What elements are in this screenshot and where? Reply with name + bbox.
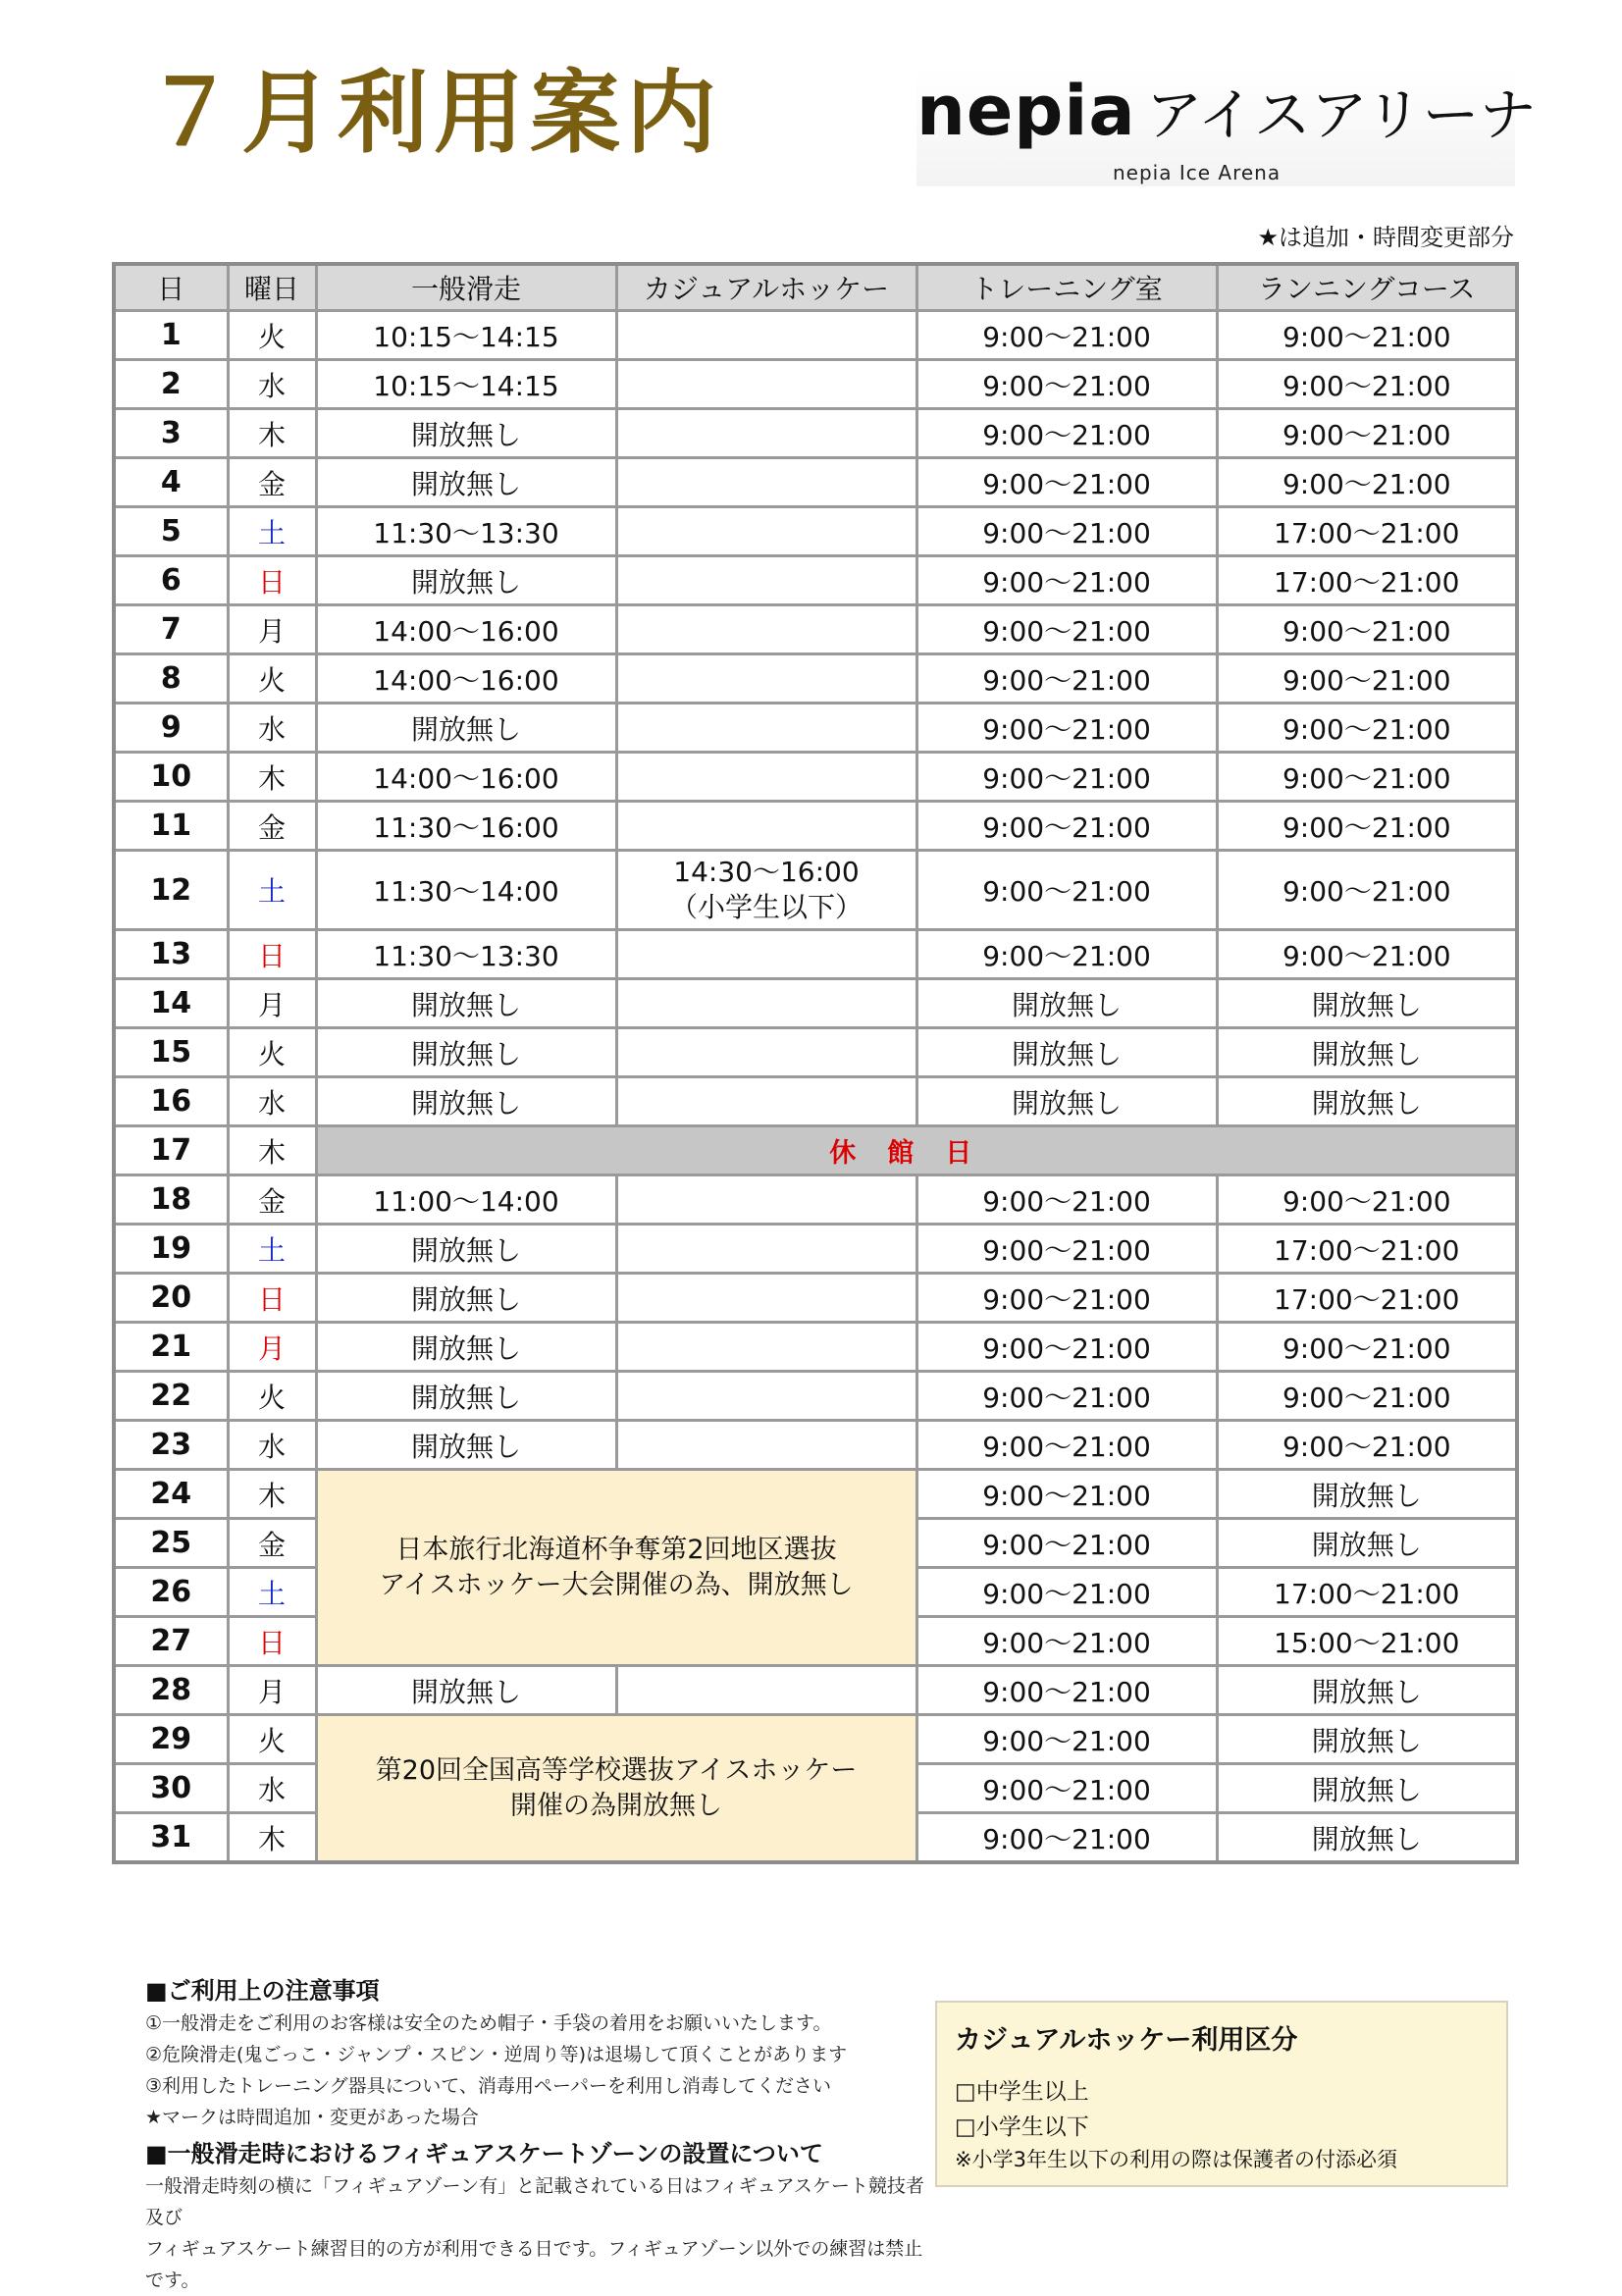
weekday-cell: 火	[228, 1715, 316, 1764]
weekday-cell: 木	[228, 753, 316, 802]
training-room-cell: 9:00～21:00	[916, 851, 1217, 930]
category-elementary-and-under: □小学生以下	[955, 2114, 1089, 2140]
running-course-cell: 9:00～21:00	[1217, 1421, 1517, 1470]
casual-hockey-cell	[616, 1323, 916, 1372]
casual-hockey-cell	[616, 1421, 916, 1470]
running-course-cell: 9:00～21:00	[1217, 1175, 1517, 1225]
table-row	[114, 802, 1517, 851]
header-running-course: ランニングコース	[1217, 264, 1517, 311]
day-cell: 7	[114, 605, 228, 654]
day-cell: 13	[114, 930, 228, 979]
training-room-cell: 9:00～21:00	[916, 311, 1217, 360]
weekday-cell: 火	[228, 654, 316, 704]
day-cell: 12	[114, 851, 228, 930]
weekday-cell: 火	[228, 311, 316, 360]
day-cell: 20	[114, 1274, 228, 1323]
running-course-cell: 開放無し	[1217, 1519, 1517, 1568]
casual-hockey-cell	[616, 556, 916, 605]
running-course-cell: 17:00～21:00	[1217, 556, 1517, 605]
running-course-cell: 開放無し	[1217, 1028, 1517, 1077]
general-skating-cell: 11:30～13:30	[316, 930, 616, 979]
training-room-cell: 9:00～21:00	[916, 1764, 1217, 1813]
weekday-cell: 日	[228, 1274, 316, 1323]
training-room-cell: 9:00～21:00	[916, 409, 1217, 458]
running-course-cell: 開放無し	[1217, 1715, 1517, 1764]
casual-hockey-cell	[616, 1175, 916, 1225]
running-course-cell: 9:00～21:00	[1217, 1323, 1517, 1372]
note-item: ③利用したトレーニング器具について、消毒用ペーパーを利用し消毒してください	[145, 2075, 831, 2097]
header-casual-hockey: カジュアルホッケー	[616, 264, 916, 311]
table-row	[114, 458, 1517, 507]
day-cell: 8	[114, 654, 228, 704]
general-skating-cell: 開放無し	[316, 1225, 616, 1274]
weekday-cell: 水	[228, 1077, 316, 1126]
general-skating-cell: 11:00～14:00	[316, 1175, 616, 1225]
note-item: ★マークは時間追加・変更があった場合	[145, 2107, 479, 2128]
running-course-cell: 9:00～21:00	[1217, 704, 1517, 753]
casual-hockey-cell	[616, 1372, 916, 1421]
schedule-body	[114, 311, 1517, 1863]
casual-hockey-categories	[935, 2001, 1508, 2187]
training-room-cell: 開放無し	[916, 1077, 1217, 1126]
note-item: ①一般滑走をご利用のお客様は安全のため帽子・手袋の着用をお願いいたします。	[145, 2012, 832, 2034]
training-room-cell: 9:00～21:00	[916, 1470, 1217, 1519]
table-row	[114, 1470, 1517, 1519]
day-cell: 4	[114, 458, 228, 507]
event-closure-cell	[316, 1715, 916, 1863]
training-room-cell: 9:00～21:00	[916, 1666, 1217, 1715]
weekday-cell: 水	[228, 704, 316, 753]
running-course-cell: 開放無し	[1217, 1470, 1517, 1519]
training-room-cell: 開放無し	[916, 1028, 1217, 1077]
running-course-cell: 9:00～21:00	[1217, 1372, 1517, 1421]
usage-notes	[145, 1974, 930, 2296]
weekday-cell: 水	[228, 1421, 316, 1470]
table-row	[114, 1077, 1517, 1126]
table-row	[114, 1028, 1517, 1077]
header-day: 日	[114, 264, 228, 311]
day-cell: 5	[114, 507, 228, 556]
weekday-cell: 土	[228, 1568, 316, 1617]
day-cell: 11	[114, 802, 228, 851]
table-row	[114, 507, 1517, 556]
running-course-cell: 9:00～21:00	[1217, 458, 1517, 507]
running-course-cell: 9:00～21:00	[1217, 360, 1517, 409]
running-course-cell: 開放無し	[1217, 1077, 1517, 1126]
running-course-cell: 9:00～21:00	[1217, 930, 1517, 979]
training-room-cell: 9:00～21:00	[916, 1372, 1217, 1421]
table-row	[114, 1372, 1517, 1421]
table-row	[114, 704, 1517, 753]
table-row	[114, 1715, 1517, 1764]
casual-hockey-cell	[616, 1028, 916, 1077]
weekday-cell: 木	[228, 1813, 316, 1863]
general-skating-cell: 開放無し	[316, 409, 616, 458]
day-cell: 30	[114, 1764, 228, 1813]
running-course-cell: 9:00～21:00	[1217, 753, 1517, 802]
general-skating-cell: 開放無し	[316, 704, 616, 753]
weekday-cell: 金	[228, 1175, 316, 1225]
header-general-skating: 一般滑走	[316, 264, 616, 311]
weekday-cell: 火	[228, 1028, 316, 1077]
legend-note: ★は追加・時間変更部分	[1257, 224, 1514, 251]
table-row	[114, 1421, 1517, 1470]
table-row	[114, 1175, 1517, 1225]
casual-hockey-cell	[616, 1225, 916, 1274]
running-course-cell: 17:00～21:00	[1217, 1274, 1517, 1323]
header-training-room: トレーニング室	[916, 264, 1217, 311]
casual-box-title: カジュアルホッケー利用区分	[955, 2025, 1298, 2056]
training-room-cell: 9:00～21:00	[916, 1617, 1217, 1666]
casual-note: （小学生以下）	[669, 891, 863, 923]
running-course-cell: 9:00～21:00	[1217, 311, 1517, 360]
weekday-cell: 火	[228, 1372, 316, 1421]
table-row	[114, 1323, 1517, 1372]
event-line: 開催の為開放無し	[510, 1790, 722, 1821]
table-header-row	[114, 264, 1517, 311]
weekday-cell: 木	[228, 1470, 316, 1519]
training-room-cell: 9:00～21:00	[916, 753, 1217, 802]
casual-hockey-cell	[616, 753, 916, 802]
header-weekday: 曜日	[228, 264, 316, 311]
figure-zone-text: 一般滑走時刻の横に「フィギュアゾーン有」と記載されている日はフィギュアスケート競技者及び	[145, 2175, 924, 2228]
casual-hockey-cell	[616, 1274, 916, 1323]
casual-hockey-cell	[616, 360, 916, 409]
day-cell: 24	[114, 1470, 228, 1519]
weekday-cell: 土	[228, 1225, 316, 1274]
day-cell: 1	[114, 311, 228, 360]
weekday-cell: 日	[228, 556, 316, 605]
weekday-cell: 日	[228, 930, 316, 979]
general-skating-cell: 開放無し	[316, 1077, 616, 1126]
weekday-cell: 土	[228, 507, 316, 556]
day-cell: 23	[114, 1421, 228, 1470]
table-row	[114, 1126, 1517, 1175]
casual-hockey-cell	[616, 930, 916, 979]
running-course-cell: 開放無し	[1217, 1813, 1517, 1863]
table-row	[114, 753, 1517, 802]
running-course-cell: 9:00～21:00	[1217, 654, 1517, 704]
schedule-table	[112, 262, 1519, 1864]
training-room-cell: 9:00～21:00	[916, 1715, 1217, 1764]
casual-hockey-cell	[616, 605, 916, 654]
general-skating-cell: 10:15～14:15	[316, 360, 616, 409]
general-skating-cell: 開放無し	[316, 1323, 616, 1372]
running-course-cell: 9:00～21:00	[1217, 851, 1517, 930]
training-room-cell: 9:00～21:00	[916, 1225, 1217, 1274]
event-closure-cell	[316, 1470, 916, 1666]
general-skating-cell: 14:00～16:00	[316, 654, 616, 704]
general-skating-cell: 開放無し	[316, 556, 616, 605]
day-cell: 14	[114, 979, 228, 1028]
closed-day-cell: 休館日	[316, 1126, 1517, 1175]
training-room-cell: 9:00～21:00	[916, 802, 1217, 851]
training-room-cell: 開放無し	[916, 979, 1217, 1028]
day-cell: 9	[114, 704, 228, 753]
figure-zone-text: フィギュアスケート練習目的の方が利用できる日です。フィギュアゾーン以外での練習は禁止です。	[145, 2238, 923, 2291]
logo-kana: アイスアリーナ	[1145, 81, 1537, 148]
table-row	[114, 979, 1517, 1028]
weekday-cell: 金	[228, 1519, 316, 1568]
training-room-cell: 9:00～21:00	[916, 1421, 1217, 1470]
training-room-cell: 9:00～21:00	[916, 930, 1217, 979]
table-row	[114, 409, 1517, 458]
casual-hockey-cell	[616, 851, 916, 930]
training-room-cell: 9:00～21:00	[916, 1519, 1217, 1568]
weekday-cell: 金	[228, 802, 316, 851]
weekday-cell: 月	[228, 1323, 316, 1372]
training-room-cell: 9:00～21:00	[916, 556, 1217, 605]
training-room-cell: 9:00～21:00	[916, 1813, 1217, 1863]
table-row	[114, 311, 1517, 360]
general-skating-cell: 開放無し	[316, 1666, 616, 1715]
weekday-cell: 水	[228, 360, 316, 409]
weekday-cell: 月	[228, 979, 316, 1028]
day-cell: 26	[114, 1568, 228, 1617]
weekday-cell: 月	[228, 1666, 316, 1715]
day-cell: 17	[114, 1126, 228, 1175]
training-room-cell: 9:00～21:00	[916, 1568, 1217, 1617]
weekday-cell: 月	[228, 605, 316, 654]
day-cell: 16	[114, 1077, 228, 1126]
general-skating-cell: 14:00～16:00	[316, 605, 616, 654]
casual-hockey-cell	[616, 409, 916, 458]
day-cell: 21	[114, 1323, 228, 1372]
day-cell: 27	[114, 1617, 228, 1666]
table-row	[114, 360, 1517, 409]
general-skating-cell: 開放無し	[316, 1372, 616, 1421]
training-room-cell: 9:00～21:00	[916, 1274, 1217, 1323]
day-cell: 10	[114, 753, 228, 802]
day-cell: 29	[114, 1715, 228, 1764]
weekday-cell: 水	[228, 1764, 316, 1813]
event-line: 日本旅行北海道杯争奪第2回地区選抜	[395, 1534, 837, 1565]
table-row	[114, 851, 1517, 930]
training-room-cell: 9:00～21:00	[916, 458, 1217, 507]
casual-hockey-cell	[616, 311, 916, 360]
table-row	[114, 556, 1517, 605]
day-cell: 6	[114, 556, 228, 605]
casual-hockey-cell	[616, 1077, 916, 1126]
general-skating-cell: 開放無し	[316, 1028, 616, 1077]
general-skating-cell: 11:30～13:30	[316, 507, 616, 556]
event-line: 第20回全国高等学校選抜アイスホッケー	[375, 1754, 858, 1786]
running-course-cell: 9:00～21:00	[1217, 802, 1517, 851]
general-skating-cell: 10:15～14:15	[316, 311, 616, 360]
guardian-note: ※小学3年生以下の利用の際は保護者の付添必須	[955, 2148, 1397, 2171]
casual-hockey-cell	[616, 979, 916, 1028]
general-skating-cell: 開放無し	[316, 1421, 616, 1470]
day-cell: 22	[114, 1372, 228, 1421]
running-course-cell: 17:00～21:00	[1217, 1568, 1517, 1617]
logo-subtitle: nepia Ice Arena	[1113, 161, 1282, 184]
running-course-cell: 17:00～21:00	[1217, 507, 1517, 556]
table-row	[114, 1666, 1517, 1715]
training-room-cell: 9:00～21:00	[916, 605, 1217, 654]
training-room-cell: 9:00～21:00	[916, 360, 1217, 409]
category-middle-school-and-up: □中学生以上	[955, 2079, 1089, 2105]
weekday-cell: 金	[228, 458, 316, 507]
day-cell: 31	[114, 1813, 228, 1863]
day-cell: 2	[114, 360, 228, 409]
general-skating-cell: 11:30～16:00	[316, 802, 616, 851]
training-room-cell: 9:00～21:00	[916, 704, 1217, 753]
day-cell: 19	[114, 1225, 228, 1274]
weekday-cell: 土	[228, 851, 316, 930]
day-cell: 28	[114, 1666, 228, 1715]
general-skating-cell: 11:30～14:00	[316, 851, 616, 930]
running-course-cell: 開放無し	[1217, 979, 1517, 1028]
logo-brand: nepia	[916, 71, 1136, 151]
running-course-cell: 17:00～21:00	[1217, 1225, 1517, 1274]
table-row	[114, 1274, 1517, 1323]
day-cell: 18	[114, 1175, 228, 1225]
weekday-cell: 木	[228, 1126, 316, 1175]
day-cell: 25	[114, 1519, 228, 1568]
general-skating-cell: 開放無し	[316, 979, 616, 1028]
casual-hockey-cell	[616, 654, 916, 704]
weekday-cell: 日	[228, 1617, 316, 1666]
general-skating-cell: 開放無し	[316, 458, 616, 507]
casual-hockey-cell	[616, 802, 916, 851]
casual-time: 14:30～16:00	[673, 856, 860, 888]
day-cell: 15	[114, 1028, 228, 1077]
running-course-cell: 開放無し	[1217, 1666, 1517, 1715]
arena-logo	[916, 69, 1537, 186]
table-row	[114, 605, 1517, 654]
note-item: ②危険滑走(鬼ごっこ・ジャンプ・スピン・逆周り等)は退場して頂くことがあります	[145, 2044, 848, 2065]
table-row	[114, 930, 1517, 979]
training-room-cell: 9:00～21:00	[916, 1323, 1217, 1372]
casual-hockey-cell	[616, 507, 916, 556]
page-title: ７月利用案内	[145, 61, 723, 166]
general-skating-cell: 14:00～16:00	[316, 753, 616, 802]
training-room-cell: 9:00～21:00	[916, 507, 1217, 556]
day-cell: 3	[114, 409, 228, 458]
running-course-cell: 開放無し	[1217, 1764, 1517, 1813]
training-room-cell: 9:00～21:00	[916, 654, 1217, 704]
running-course-cell: 9:00～21:00	[1217, 409, 1517, 458]
running-course-cell: 9:00～21:00	[1217, 605, 1517, 654]
running-course-cell: 15:00～21:00	[1217, 1617, 1517, 1666]
weekday-cell: 木	[228, 409, 316, 458]
training-room-cell: 9:00～21:00	[916, 1175, 1217, 1225]
casual-hockey-cell	[616, 1666, 916, 1715]
notes-heading: ■ご利用上の注意事項	[145, 1977, 380, 2005]
figure-zone-heading: ■一般滑走時におけるフィギュアスケートゾーンの設置について	[145, 2140, 823, 2167]
table-row	[114, 654, 1517, 704]
casual-hockey-cell	[616, 704, 916, 753]
table-row	[114, 1225, 1517, 1274]
event-line: アイスホッケー大会開催の為、開放無し	[379, 1569, 854, 1600]
casual-hockey-cell	[616, 458, 916, 507]
general-skating-cell: 開放無し	[316, 1274, 616, 1323]
